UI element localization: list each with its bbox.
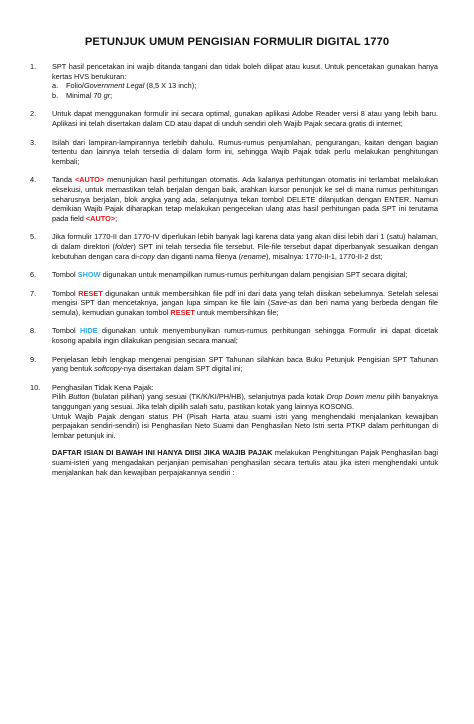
item-text bbox=[52, 270, 438, 280]
instruction-list bbox=[22, 62, 438, 440]
item-number: 4. bbox=[30, 175, 37, 185]
item-text bbox=[52, 392, 438, 411]
show-button-label: SHOW bbox=[77, 270, 101, 280]
item-number: 3. bbox=[30, 137, 37, 147]
sub-text-italic: Government Legal bbox=[83, 81, 145, 91]
text-run: Tombol bbox=[52, 288, 79, 298]
item-number: 8. bbox=[30, 326, 37, 336]
text-run: digunakan untuk menampilkan rumus-rumus perhitungan dalam pengisian SPT secara digital; bbox=[100, 270, 408, 280]
text-run: menunjukan hasil perhitungan otomatis. Ada kalanya perhitungan otomatis ini terlambat melakukan eksekusi, untuk memastikan telah berjalan dengan baik, arahkan kursor penunjuk ke sel di mana rumus perhitungan seharusnya berjalan, blok angka yang ada, selanjutnya tekan tombol DELETE dilanjutkan dengan ENTER. Namun demikian Wajib Pajak diharapkan tetap melakukan pengecekan ulang atas hasil perhitungan pada SPT ini terutama pada field bbox=[52, 175, 438, 223]
list-item-3 bbox=[22, 138, 438, 167]
spouse-section-note bbox=[22, 448, 438, 477]
text-italic: Save-as bbox=[270, 298, 298, 308]
reset-button-label: RESET bbox=[78, 288, 103, 298]
text-italic: copy bbox=[139, 251, 155, 261]
text-run: untuk membersihkan file; bbox=[194, 307, 279, 317]
text-run: pilih banyaknya tanggungan yang sesuai. Jika telah dipilih salah satu, pastikan kotak yang lainnya KOSONG. bbox=[52, 392, 438, 412]
paper-size-list bbox=[52, 81, 438, 100]
text-run: digunakan untuk menyembunyikan rumus-rumus perhitungan sehingga Formulir ini dapat dicetak kosong apabila ingin dilakukan pengisian secara manual; bbox=[52, 326, 438, 346]
auto-tag: <AUTO> bbox=[85, 213, 116, 223]
list-item-1 bbox=[22, 62, 438, 100]
list-item-5 bbox=[22, 232, 438, 261]
text-run: digunakan untuk membersihkan file pdf ini dari data yang telah diisikan sebelumnya. Setelah selesai mengisi SPT dan mencetaknya, jangan lupa simpan ke file lain ( bbox=[52, 288, 438, 308]
item-text bbox=[52, 232, 438, 261]
item-number: 9. bbox=[30, 354, 37, 364]
item-text bbox=[52, 289, 438, 318]
item-text: Isilah dari lampiran-lampirannya terlebih dahulu. Rumus-rumus penjumlahan, pengurangan, kaitan dengan bagian tertentu dan lainnya telah tersedia di dalam form ini, sehingga Wajib Pajak tidak perlu melakukan penghitungan kembali; bbox=[52, 137, 438, 166]
text-italic: rename bbox=[241, 251, 266, 261]
sub-item-a bbox=[52, 81, 438, 91]
hide-button-label: HIDE bbox=[80, 326, 98, 336]
note-bold: DAFTAR ISIAN DI BAWAH INI HANYA DIISI JIKA WAJIB PAJAK bbox=[52, 448, 273, 458]
item-text bbox=[52, 355, 438, 374]
sub-text-italic: gr bbox=[103, 90, 111, 100]
item-text bbox=[52, 326, 438, 345]
item-number: 6. bbox=[30, 270, 37, 280]
item-number: 7. bbox=[30, 288, 37, 298]
text-run: dan beri nama yang berbeda dengan file semula), kemudian gunakan tombol bbox=[52, 298, 438, 317]
list-item-9 bbox=[22, 355, 438, 374]
text-run: dan diganti nama filenya ( bbox=[154, 251, 242, 261]
text-run: Jika formulir 1770-II dan 1770-IV diperlukan lebih banyak lagi karena data yang akan diisi lebih dari 1 (satu) halaman, di dalam direktori ( bbox=[52, 232, 438, 251]
text-run: (bulatan pilihan) yang sesuai (TK/K/KI/PH/HB), selanjutnya pada kotak bbox=[89, 392, 327, 402]
item-number: 2. bbox=[30, 109, 37, 119]
text-run: Pilih bbox=[52, 392, 69, 402]
list-item-10 bbox=[22, 383, 438, 441]
sub-text: Folio/ bbox=[66, 81, 84, 91]
sub-text: (8,5 X 13 inch); bbox=[144, 81, 197, 91]
note-text: melakukan Penghitungan Pajak Penghasilan bagi suami-isteri yang mengadakan perjanjian pemisahan penghasilan secara tertulis atau jika isteri menghendaki untuk menjalankan hak dan kewajiban perpajakannya sendiri : bbox=[52, 448, 438, 477]
item-text: Untuk dapat menggunakan formulir ini secara optimal, gunakan aplikasi Adobe Reader versi 8 atau yang lebih baru. Aplikasi ini telah disertakan dalam CD atau dapat di unduh sendiri oleh Wajib Pajak secara gratis di internet; bbox=[52, 109, 438, 128]
item-text bbox=[52, 175, 438, 223]
text-run: ) SPT ini telah tersedia file tersebut. File-file tersebut dapat diperbanyak sesuaikan dengan kebutuhan dengan cara di- bbox=[52, 241, 439, 261]
sub-item-b bbox=[52, 91, 438, 101]
item-number: 1. bbox=[30, 62, 37, 71]
text-run: Tanda bbox=[52, 175, 75, 185]
item-text: SPT hasil pencetakan ini wajib ditanda tangani dan tidak boleh dilipat atau kusut. Untuk pencetakan gunakan hanya kertas HVS berukuran: bbox=[52, 62, 438, 81]
list-item-6 bbox=[22, 270, 438, 280]
sub-text: ; bbox=[110, 90, 113, 100]
text-italic: Drop Down menu bbox=[326, 392, 385, 402]
item-number: 5. bbox=[30, 232, 37, 242]
sub-item-number: b. bbox=[52, 90, 59, 100]
text-run: -nya disertakan dalam SPT digital ini; bbox=[121, 364, 243, 374]
text-run: Tombol bbox=[52, 326, 80, 336]
item-number: 10. bbox=[30, 382, 41, 392]
sub-item-number: a. bbox=[52, 81, 59, 91]
text-run: Penjelasan lebih lengkap mengenai pengisian SPT Tahunan silahkan baca Buku Petunjuk Pengisian SPT Tahunan yang bentuk bbox=[52, 354, 438, 374]
reset-button-label: RESET bbox=[170, 307, 195, 317]
document-title: PETUNJUK UMUM PENGISIAN FORMULIR DIGITAL 1770 bbox=[84, 36, 390, 48]
text-italic: softcopy bbox=[94, 364, 122, 374]
text-run: Tombol bbox=[52, 270, 78, 280]
text-italic: Button bbox=[68, 392, 90, 402]
list-item-4 bbox=[22, 175, 438, 223]
list-item-7 bbox=[22, 289, 438, 318]
list-item-8 bbox=[22, 326, 438, 345]
sub-text: Minimal 70 bbox=[66, 90, 104, 100]
item-heading: Penghasilan Tidak Kena Pajak: bbox=[52, 382, 154, 392]
item-text: Untuk Wajib Pajak dengan status PH (Pisah Harta atau suami istri yang menghendaki menjalankan kewajiban perpajakan sendiri-sendiri) isi Penghasilan Neto Suami dan Penghasilan Neto Istri serta PTKP dalam perhitungan di lembar petunjuk ini. bbox=[52, 411, 438, 440]
text-italic: folder bbox=[114, 241, 134, 251]
text-run: ; bbox=[115, 213, 118, 223]
list-item-2 bbox=[22, 109, 438, 128]
text-run: ), misalnya: 1770-II-1, 1770-II-2 dst; bbox=[265, 251, 383, 261]
auto-tag: <AUTO> bbox=[74, 175, 105, 185]
